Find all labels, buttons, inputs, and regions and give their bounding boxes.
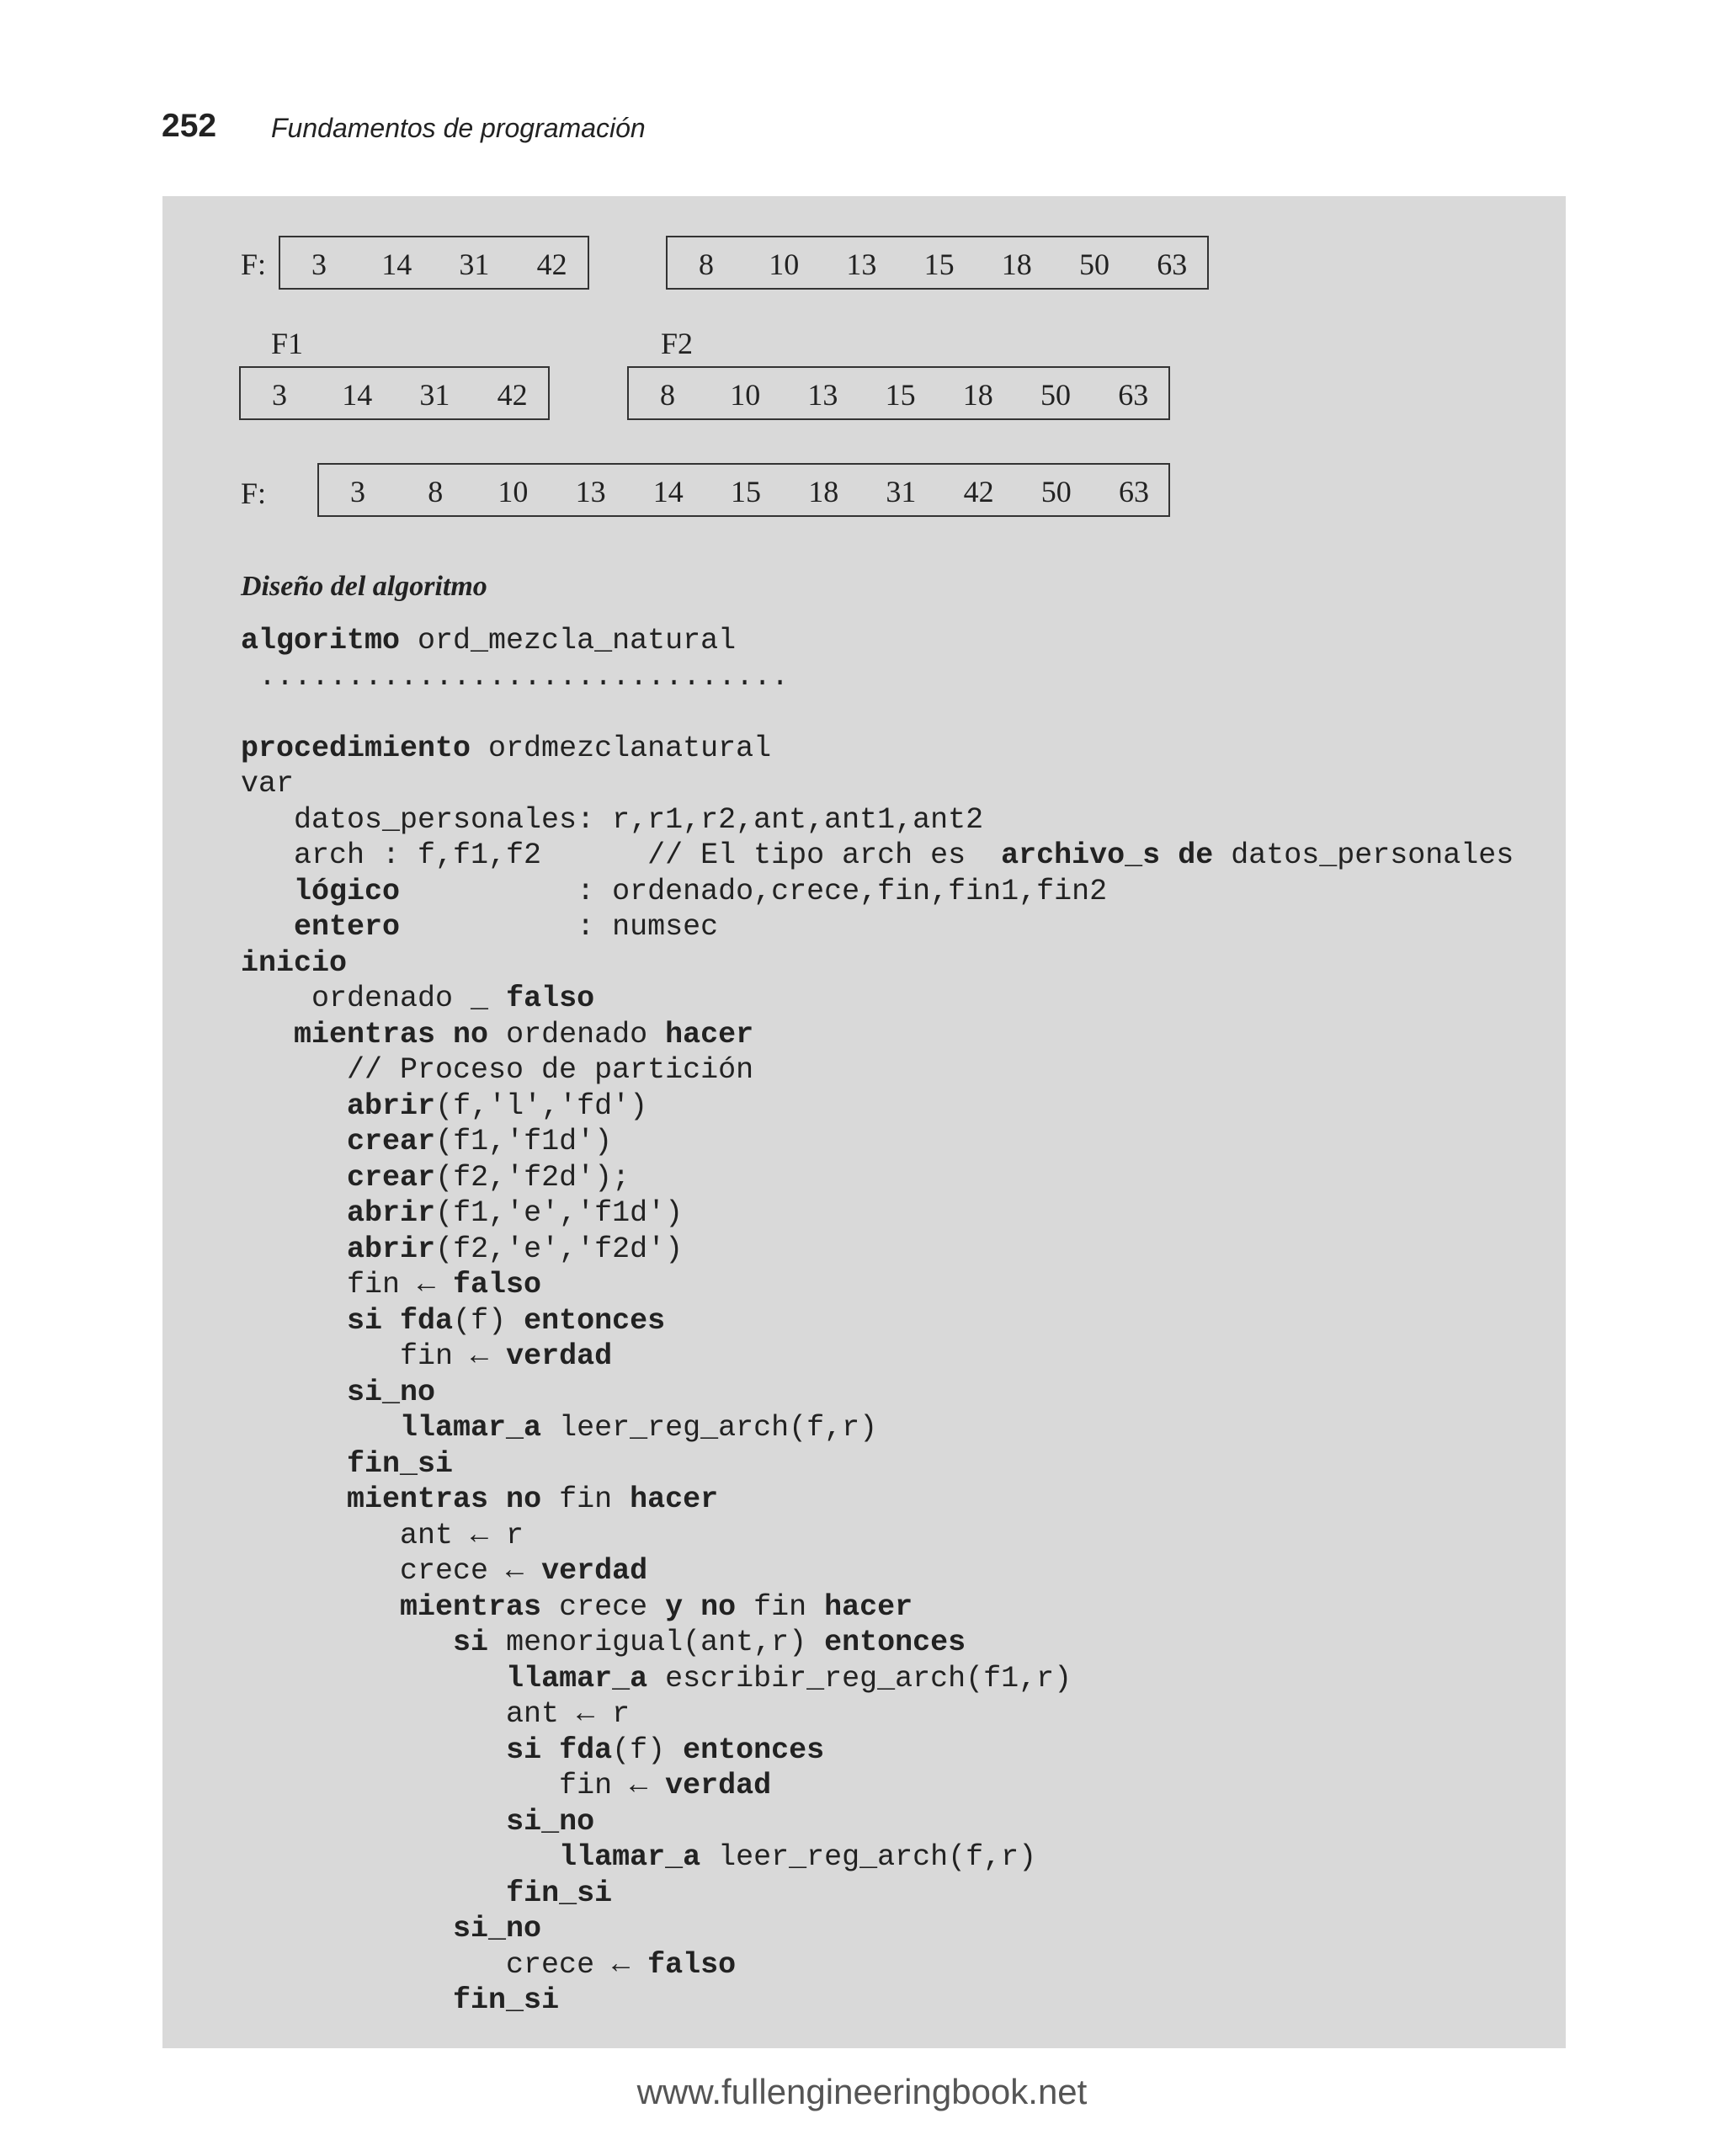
code-text [241, 1626, 453, 1659]
sequence-box-f-part2 [666, 236, 1209, 290]
code-keyword: entonces [683, 1733, 825, 1767]
code-line [241, 659, 1554, 695]
sequence-value: 18 [808, 475, 839, 508]
code-text: leer_reg_arch(f,r) [700, 1840, 1037, 1874]
code-line [241, 1124, 1554, 1160]
code-text: : numsec [400, 910, 719, 944]
sequence-box-f-merged [317, 463, 1170, 517]
code-keyword: mientras no [347, 1483, 542, 1516]
page-number: 252 [162, 108, 217, 144]
code-keyword: hacer [824, 1589, 913, 1624]
code-keyword: abrir [347, 1232, 436, 1266]
code-line [241, 1589, 1554, 1626]
code-line [241, 1195, 1554, 1232]
code-text: (f2,'f2d'); [435, 1160, 631, 1195]
code-text: arch : f,f1,f2 // El tipo arch es [241, 838, 1002, 872]
code-keyword: si fda [506, 1733, 613, 1767]
code-line [241, 1518, 1554, 1554]
sequence-box-f2 [627, 366, 1170, 420]
code-listing [241, 623, 1554, 2019]
sequence-value: 8 [660, 378, 675, 412]
code-text [241, 910, 294, 944]
sequence-value: 31 [459, 248, 490, 281]
code-keyword: falso [647, 1947, 737, 1982]
code-line [241, 1446, 1554, 1483]
code-text [241, 1877, 506, 1910]
sequence-value: 42 [963, 475, 994, 508]
sequence-value: 50 [1079, 248, 1109, 281]
sequence-value: 63 [1118, 378, 1149, 412]
sequence-value: 63 [1157, 248, 1188, 281]
code-text [241, 1840, 559, 1874]
code-keyword: llamar_a [506, 1661, 648, 1696]
code-line [241, 802, 1554, 838]
code-text [241, 1733, 506, 1767]
code-keyword: verdad [541, 1554, 648, 1588]
code-keyword: fin_si [347, 1446, 454, 1481]
code-text: menorigual(ant,r) [488, 1626, 825, 1659]
code-text: (f) [612, 1733, 684, 1767]
code-text: fin [541, 1483, 631, 1516]
code-line [241, 1160, 1554, 1196]
sequence-value: 18 [962, 378, 993, 412]
code-line [241, 981, 1554, 1017]
code-text [241, 1376, 347, 1409]
code-keyword: fin_si [453, 1983, 560, 2017]
code-line [241, 1482, 1554, 1518]
sequence-value: 14 [381, 248, 412, 281]
sequence-value: 15 [731, 475, 761, 508]
code-line [241, 731, 1554, 767]
code-line [241, 1876, 1554, 1912]
sequence-value: 10 [769, 248, 800, 281]
code-text: fin [736, 1589, 825, 1624]
sequence-box-f1 [239, 366, 550, 420]
code-text: (f1,'f1d') [435, 1125, 613, 1158]
code-line [241, 1375, 1554, 1411]
code-text: crece ← [241, 1554, 542, 1588]
code-line [241, 1768, 1554, 1804]
running-title: Fundamentos de programación [271, 113, 646, 143]
code-keyword: si_no [453, 1912, 542, 1946]
sequence-value: 8 [699, 248, 714, 281]
sequence-box-f-part1 [279, 236, 589, 290]
code-keyword: abrir [347, 1089, 436, 1123]
code-keyword: abrir [347, 1196, 436, 1230]
code-text: // Proceso de partición [241, 1053, 754, 1087]
code-keyword: crear [347, 1125, 436, 1158]
code-text: ordenado _ [241, 982, 507, 1015]
code-text [241, 1232, 347, 1266]
sequence-value: 42 [536, 248, 567, 281]
code-keyword: mientras [400, 1589, 542, 1624]
code-text [241, 1912, 453, 1946]
code-text: datos_personales [1213, 838, 1514, 872]
sequence-value: 8 [428, 475, 444, 508]
code-line [241, 1661, 1554, 1697]
code-keyword: hacer [665, 1017, 754, 1051]
code-line [241, 1410, 1554, 1446]
code-text: ord_mezcla_natural [400, 624, 737, 657]
code-text [241, 1411, 400, 1445]
code-keyword: fin_si [506, 1876, 613, 1910]
code-keyword: entonces [524, 1303, 666, 1338]
code-text [241, 1447, 347, 1481]
sequence-value: 18 [1001, 248, 1032, 281]
code-line [241, 1232, 1554, 1268]
sequence-value: 15 [923, 248, 955, 281]
code-keyword: lógico [294, 874, 401, 908]
footer-url: www.fullengineeringbook.net [636, 2072, 1088, 2111]
sequence-value: 13 [575, 475, 606, 508]
code-text: (f,'l','fd') [435, 1089, 648, 1123]
code-text [241, 1304, 347, 1338]
code-text: fin ← [241, 1339, 507, 1373]
code-line [241, 1839, 1554, 1876]
sequence-label-f2: F2 [661, 327, 694, 360]
code-text: .............................. [241, 659, 790, 694]
sequence-label-f1: F1 [271, 327, 304, 360]
sequence-value: 50 [1040, 378, 1071, 412]
code-keyword: mientras no [294, 1017, 489, 1051]
code-text: ant ← r [241, 1518, 524, 1552]
sequence-value: 3 [311, 248, 327, 281]
code-text [241, 1089, 347, 1123]
code-line [241, 1804, 1554, 1840]
code-line [241, 1733, 1554, 1769]
code-keyword: entero [294, 910, 401, 944]
code-keyword: falso [453, 1268, 542, 1302]
code-text [241, 1196, 347, 1230]
section-title: Diseño del algoritmo [241, 571, 487, 602]
code-text: crece ← [241, 1947, 648, 1982]
code-keyword: archivo_s de [1001, 838, 1214, 872]
code-keyword: llamar_a [559, 1840, 701, 1874]
sequence-value: 15 [885, 378, 916, 412]
code-line [241, 1553, 1554, 1589]
code-text: (f) [453, 1303, 524, 1338]
sequence-value: 14 [342, 378, 373, 412]
code-text: crece [541, 1589, 666, 1624]
code-keyword: falso [506, 982, 595, 1015]
sequence-value: 10 [730, 378, 761, 412]
sequence-value: 13 [846, 248, 877, 281]
code-keyword: si [453, 1626, 489, 1659]
code-line [241, 1303, 1554, 1339]
code-text [241, 1125, 347, 1158]
code-text [241, 1018, 294, 1051]
code-keyword: procedimiento [241, 731, 471, 765]
code-text: : ordenado,crece,fin,fin1,fin2 [400, 874, 1108, 908]
code-keyword: verdad [665, 1769, 772, 1802]
code-keyword: entonces [824, 1626, 966, 1659]
code-text [241, 1983, 453, 2017]
code-keyword: crear [347, 1160, 436, 1195]
code-text: ordmezclanatural [471, 731, 772, 765]
code-line [241, 1696, 1554, 1733]
code-text [241, 1590, 400, 1624]
code-text [241, 1662, 506, 1696]
code-line [241, 838, 1554, 874]
code-keyword: hacer [630, 1483, 719, 1516]
code-text [241, 1161, 347, 1195]
code-line [241, 945, 1554, 982]
code-keyword: si_no [506, 1804, 595, 1839]
code-line [241, 1017, 1554, 1053]
sequence-label-f: F: [241, 248, 267, 281]
code-keyword: algoritmo [241, 624, 401, 657]
code-line [241, 695, 1554, 731]
code-line [241, 766, 1554, 802]
code-text: (f2,'e','f2d') [435, 1232, 684, 1266]
code-line [241, 874, 1554, 910]
code-keyword: si fda [347, 1303, 454, 1338]
code-text [241, 1805, 506, 1839]
sequence-value: 3 [272, 378, 287, 412]
sequence-value: 3 [350, 475, 365, 508]
code-text: fin ← [241, 1769, 666, 1802]
code-text: var [241, 767, 295, 801]
sequence-value: 31 [419, 378, 450, 412]
sequence-value: 10 [498, 475, 529, 508]
code-text: escribir_reg_arch(f1,r) [647, 1661, 1072, 1696]
code-line [241, 1267, 1554, 1303]
code-line [241, 1983, 1554, 2019]
code-line [241, 1339, 1554, 1375]
code-line [241, 623, 1554, 659]
code-text [241, 875, 294, 908]
code-text: ordenado [488, 1017, 666, 1051]
code-keyword: inicio [241, 945, 348, 980]
code-text: ant ← r [241, 1697, 631, 1731]
code-line [241, 1911, 1554, 1947]
code-text [241, 1483, 347, 1516]
code-line [241, 909, 1554, 945]
code-keyword: si_no [347, 1375, 436, 1409]
sequence-value: 13 [807, 378, 838, 412]
code-line [241, 1089, 1554, 1125]
code-text: leer_reg_arch(f,r) [541, 1411, 878, 1445]
code-text: fin ← [241, 1268, 454, 1302]
code-text: datos_personales: r,r1,r2,ant,ant1,ant2 [241, 802, 984, 837]
sequence-value: 63 [1119, 475, 1149, 508]
code-line [241, 1052, 1554, 1089]
sequence-value: 14 [652, 475, 684, 508]
code-line [241, 1625, 1554, 1661]
sequence-label-f-merged: F: [241, 476, 267, 510]
code-text: (f1,'e','f1d') [435, 1196, 684, 1230]
sequence-value: 31 [886, 475, 917, 508]
code-keyword: y no [665, 1589, 737, 1624]
code-line [241, 1947, 1554, 1983]
sequence-value: 50 [1040, 475, 1072, 508]
code-keyword: llamar_a [400, 1411, 542, 1445]
sequence-value: 42 [497, 378, 528, 412]
code-keyword: verdad [506, 1339, 613, 1373]
